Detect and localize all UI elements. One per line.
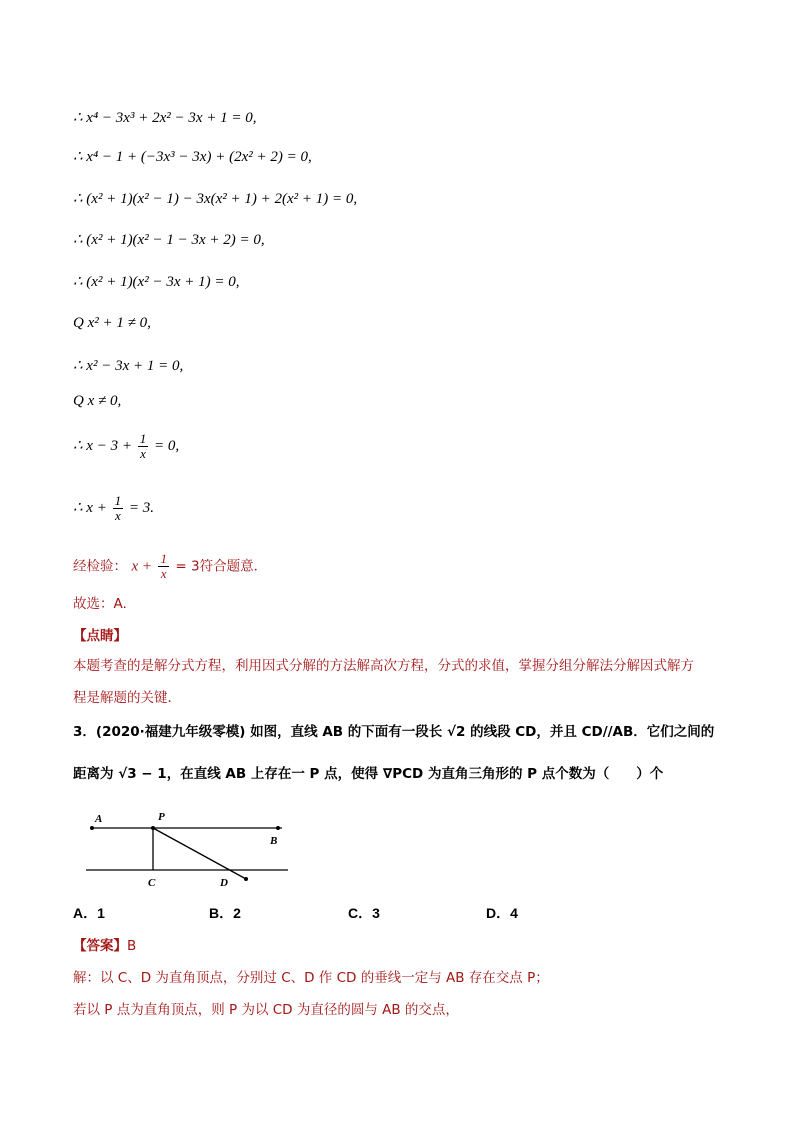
check-expr-pre: x + <box>131 558 152 575</box>
solution-line-2: 若以 P 点为直角顶点，则 P 为以 CD 为直径的圆与 AB 的交点， <box>73 1002 459 1018</box>
step10-numerator: 1 <box>114 493 122 508</box>
label-c: C <box>148 877 156 889</box>
answer-value: B <box>127 938 137 954</box>
choice-b: B．2 <box>209 905 241 921</box>
step-line-10 <box>73 494 154 523</box>
step9-pre: ∴ x − 3 + <box>73 437 132 454</box>
step9-post: = 0, <box>153 437 180 454</box>
choice-d: D．4 <box>486 905 518 921</box>
step9-numerator: 1 <box>139 431 147 446</box>
check-label: 经检验： <box>73 558 127 575</box>
step9-denominator: x <box>140 446 146 461</box>
point-p <box>151 826 155 830</box>
check-denominator: x <box>160 566 167 581</box>
step-line-9 <box>73 432 179 461</box>
point-d <box>244 877 248 881</box>
check-line <box>73 552 267 581</box>
dianjing-text-1: 本题考查的是解分式方程，利用因式分解的方法解高次方程，分式的求值，掌握分组分解法分解因式解方 <box>73 658 694 674</box>
point-a <box>90 826 94 830</box>
step-line-8: Q x ≠ 0, <box>73 393 122 409</box>
step10-denominator: x <box>114 508 121 523</box>
dianjing-text-2: 程是解题的关键． <box>73 690 181 706</box>
answer-title: 【答案】 <box>73 938 127 954</box>
point-b <box>276 826 280 830</box>
check-fraction <box>158 552 169 581</box>
segment-pd <box>153 828 246 879</box>
step-line-6: Q x² + 1 ≠ 0, <box>73 315 151 331</box>
step-line-1: ∴ x⁴ − 3x³ + 2x² − 3x + 1 = 0, <box>73 110 257 126</box>
step-line-3: ∴ (x² + 1)(x² − 1) − 3x(x² + 1) + 2(x² + 1) = 0, <box>73 191 358 207</box>
step9-fraction <box>138 432 149 461</box>
step-line-5: ∴ (x² + 1)(x² − 3x + 1) = 0, <box>73 274 240 290</box>
label-d: D <box>220 877 228 889</box>
step-line-4: ∴ (x² + 1)(x² − 1 − 3x + 2) = 0, <box>73 232 265 248</box>
answer-section <box>73 934 136 954</box>
question-line-2: 距离为 √3 − 1，在直线 AB 上存在一 P 点，使得 ∇PCD 为直角三角形的 P 点个数为（ ）个 <box>73 766 664 782</box>
answer-line: 故选：A. <box>73 596 127 612</box>
choice-c: C．3 <box>348 905 380 921</box>
label-b: B <box>270 835 278 847</box>
step-line-7: ∴ x² − 3x + 1 = 0, <box>73 358 184 374</box>
step10-pre: ∴ x + <box>73 499 107 516</box>
step10-fraction <box>113 494 124 523</box>
step10-post: = 3. <box>128 499 154 516</box>
geometry-figure <box>78 808 298 890</box>
check-numerator: 1 <box>160 551 167 566</box>
check-expr-post: = 3符合题意． <box>175 558 268 575</box>
choice-a: A．1 <box>73 905 105 921</box>
solution-line-1: 解：以 C、D 为直角顶点，分别过 C、D 作 CD 的垂线一定与 AB 存在交点 P； <box>73 970 549 986</box>
question-line-1: 3．(2020·福建九年级零模) 如图，直线 AB 的下面有一段长 √2 的线段 CD，并且 CD//AB．它们之间的 <box>73 724 715 740</box>
label-p: P <box>158 811 165 823</box>
label-a: A <box>95 813 103 825</box>
dianjing-title: 【点睛】 <box>73 628 127 644</box>
step-line-2: ∴ x⁴ − 1 + (−3x³ − 3x) + (2x² + 2) = 0, <box>73 149 312 165</box>
